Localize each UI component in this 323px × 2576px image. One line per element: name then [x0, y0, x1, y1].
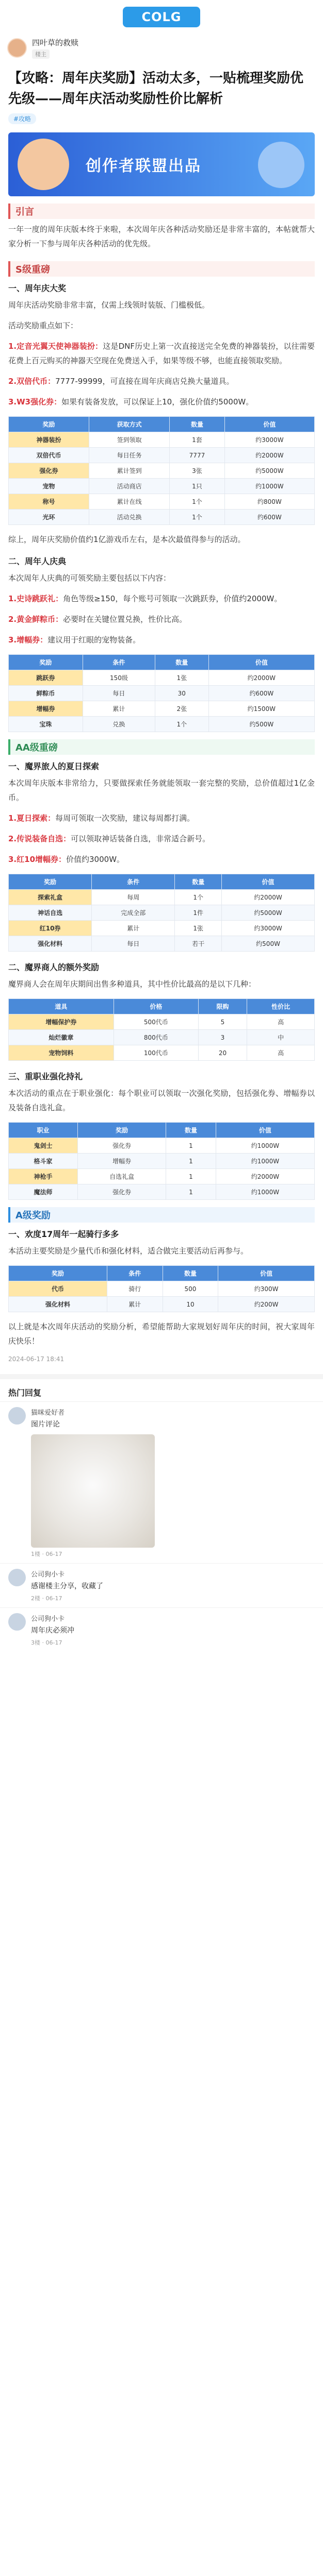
table-cell: 增幅券	[77, 1154, 166, 1169]
table-row	[9, 1045, 315, 1061]
table-row	[9, 448, 315, 463]
table-cell: 约3000W	[224, 432, 314, 448]
table-header-cell: 数量	[166, 1123, 216, 1138]
reward-table-2	[8, 654, 315, 732]
s2-item-a	[0, 588, 323, 609]
table-cell: 约5000W	[224, 463, 314, 479]
app-logo[interactable]: COLG	[123, 7, 200, 27]
table-cell: 称号	[9, 494, 89, 510]
table-cell: 每周	[92, 890, 175, 905]
a1-item-b	[0, 828, 323, 849]
a1-item-b-text: 可以领取神话装备自选，非常适合新号。	[71, 834, 211, 843]
table-cell: 约600W	[208, 686, 314, 701]
table-cell: 强化券	[9, 463, 89, 479]
avatar[interactable]	[8, 1613, 26, 1631]
comment-meta: 2楼 · 06-17	[31, 1595, 62, 1602]
s2-item-c-label: 3.增幅券：	[8, 635, 48, 645]
table-header-cell: 价值	[218, 1266, 315, 1281]
banner-character	[18, 139, 69, 190]
s1-title: 一、周年庆大奖	[8, 283, 67, 293]
table-cell: 神枪手	[9, 1169, 78, 1184]
table-header-cell: 条件	[83, 655, 155, 670]
table-cell: 神器装扮	[9, 432, 89, 448]
table-header-cell: 价格	[114, 999, 198, 1014]
comment-meta: 3楼 · 06-17	[31, 1639, 62, 1646]
table-cell: 1件	[175, 905, 222, 921]
s2-item-b-label: 2.黄金鲜粽币：	[8, 615, 63, 624]
table-row	[9, 936, 315, 952]
table-header-cell: 价值	[224, 417, 314, 432]
a1-item-c-text: 价值约3000W。	[66, 855, 125, 864]
b1-title: 一、欢度17周年一起骑行多多	[8, 1229, 119, 1239]
reward-table-1	[8, 416, 315, 525]
s2-item-a-text: 角色等级≥150，每个账号可领取一次跳跃券，价值约2000W。	[63, 594, 282, 603]
table-cell: 约1000W	[216, 1154, 314, 1169]
table-cell: 累计	[92, 921, 175, 936]
table-cell: 约300W	[218, 1281, 315, 1297]
table-cell: 1	[166, 1169, 216, 1184]
table-cell: 约2000W	[208, 670, 314, 686]
table-cell: 强化材料	[9, 936, 92, 952]
table-cell: 约600W	[224, 510, 314, 525]
section-s-heading: S级重磅	[8, 261, 315, 277]
table-cell: 7777	[170, 448, 225, 463]
table-cell: 约800W	[224, 494, 314, 510]
comment-author[interactable]: 猫咪爱好者	[31, 1409, 65, 1417]
s1-item-b-text: 7777-99999，可直接在周年庆商店兑换大量道具。	[55, 377, 234, 386]
table-row	[9, 510, 315, 525]
table-row	[9, 1169, 315, 1184]
table-cell: 强化券	[77, 1184, 166, 1200]
table-row	[9, 1030, 315, 1045]
comments-heading	[0, 1379, 323, 1401]
table-cell: 累计	[107, 1297, 163, 1312]
table-cell: 1张	[175, 921, 222, 936]
a2-text: 魔界商人会在周年庆期间出售多种道具，其中性价比最高的是以下几种：	[8, 979, 256, 989]
table-cell: 强化券	[77, 1138, 166, 1154]
table-cell: 高	[247, 1045, 315, 1061]
s1-item-a-label: 1.定音光翼天使神器装扮：	[8, 342, 103, 351]
a1-item-a	[0, 808, 323, 828]
a1-item-a-text: 每周可领取一次奖励，建议每周都打满。	[55, 814, 195, 823]
s1-item-b-label: 2.双倍代币：	[8, 377, 56, 386]
a1-item-c-label: 3.红10增幅券：	[8, 855, 67, 864]
table-cell: 若干	[175, 936, 222, 952]
table-header-cell: 道具	[9, 999, 114, 1014]
table-header-cell: 奖励	[9, 874, 92, 890]
table-header-cell: 数量	[155, 655, 208, 670]
table-row	[9, 1154, 315, 1169]
s1-item-a-text: 这是DNF历史上第一次直接送完全免费的神器装扮，以往需要花费上百元购买的神器天空现在免费送入手，如果等级不够，也能直接领取奖励。	[8, 342, 315, 365]
table-cell: 3	[198, 1030, 247, 1045]
table-cell: 3张	[170, 463, 225, 479]
table-row	[9, 1184, 315, 1200]
table-cell: 约3000W	[222, 921, 315, 936]
section-aa-heading: AA级重磅	[8, 739, 315, 755]
table-cell: 中	[247, 1030, 315, 1045]
class-table	[8, 1122, 315, 1200]
table-header-cell: 奖励	[9, 655, 83, 670]
divider	[0, 1374, 323, 1379]
s2-item-b-text: 必要时在关键位置兑换，性价比高。	[63, 615, 187, 624]
table-cell: 宝珠	[9, 717, 83, 732]
table-cell: 增幅保护券	[9, 1014, 114, 1030]
table-row	[9, 717, 315, 732]
table-header-cell: 数量	[175, 874, 222, 890]
s1-item-a	[0, 336, 323, 371]
section-a-heading: A级奖励	[8, 1207, 315, 1223]
table-cell: 20	[198, 1045, 247, 1061]
table-cell: 灿烂徽章	[9, 1030, 114, 1045]
table-cell: 兑换	[83, 717, 155, 732]
s1-item-b	[0, 371, 323, 392]
table-cell: 30	[155, 686, 208, 701]
table-cell: 宠物饲料	[9, 1045, 114, 1061]
table-header-cell: 职业	[9, 1123, 78, 1138]
comment-item[interactable]	[0, 1401, 323, 1563]
table-cell: 每日	[92, 936, 175, 952]
table-cell: 累计	[83, 701, 155, 717]
table-cell: 约2000W	[216, 1169, 314, 1184]
s2-title: 二、周年人庆典	[8, 556, 67, 566]
table-cell: 10	[163, 1297, 218, 1312]
table-cell: 约500W	[222, 936, 315, 952]
a1-item-b-label: 2.传说装备自选：	[8, 834, 71, 843]
s1-text: 周年庆活动奖励非常丰富，仅需上线领时装版、门槛极低。	[8, 300, 210, 310]
table-cell: 2张	[155, 701, 208, 717]
s2-item-c-text: 建议用于红眼的宠物装备。	[47, 635, 141, 645]
table-cell: 500代币	[114, 1014, 198, 1030]
table-cell: 约2000W	[222, 890, 315, 905]
table-cell: 约1000W	[224, 479, 314, 494]
table-row	[9, 686, 315, 701]
table-cell: 约1000W	[216, 1138, 314, 1154]
table-cell: 每日	[83, 686, 155, 701]
banner-decoration	[258, 142, 304, 188]
post-title: 【攻略：周年庆奖励】活动太多，一贴梳理奖励优先级——周年庆活动奖励性价比解析	[8, 71, 304, 107]
table-cell: 1	[166, 1154, 216, 1169]
table-header-cell: 限购	[198, 999, 247, 1014]
s1-item-c	[0, 392, 323, 412]
table-cell: 神话自选	[9, 905, 92, 921]
s2-item-a-label: 1.史诗跳跃礼：	[8, 594, 63, 603]
s2-item-b	[0, 609, 323, 630]
b1-text: 本活动主要奖励是少量代币和强化材料，适合做完主要活动后再参与。	[8, 1246, 249, 1256]
table-header-cell: 数量	[163, 1266, 218, 1281]
table-header-cell: 价值	[208, 655, 314, 670]
table-header-cell: 价值	[216, 1123, 314, 1138]
table-header-cell: 获取方式	[89, 417, 170, 432]
comment-text: 图片评论	[31, 1420, 60, 1429]
section-intro-heading: 引言	[8, 204, 315, 219]
table-row	[9, 1014, 315, 1030]
table-cell: 100代币	[114, 1045, 198, 1061]
table-cell: 代币	[9, 1281, 107, 1297]
table-cell: 高	[247, 1014, 315, 1030]
table-cell: 探索礼盒	[9, 890, 92, 905]
table-cell: 1	[166, 1184, 216, 1200]
comment-text: 感谢楼主分享，收藏了	[31, 1582, 103, 1590]
table-header-cell: 奖励	[9, 1266, 107, 1281]
table-cell: 约5000W	[222, 905, 315, 921]
avatar[interactable]	[8, 1569, 26, 1586]
intro-text: 一年一度的周年庆版本终于来啦，本次周年庆各种活动奖励还是非常丰富的，本帖就帮大家分析一下参与周年庆各种活动的优先级。	[8, 225, 315, 248]
table-cell: 增幅券	[9, 701, 83, 717]
reward-table-6	[8, 1265, 315, 1312]
comment-author[interactable]: 公司狗小卡	[31, 1615, 65, 1623]
table-cell: 活动兑换	[89, 510, 170, 525]
table-cell: 约2000W	[224, 448, 314, 463]
table-cell: 1个	[170, 494, 225, 510]
table-cell: 每日任务	[89, 448, 170, 463]
table-row	[9, 1297, 315, 1312]
table-cell: 魔法师	[9, 1184, 78, 1200]
table-cell: 完成全部	[92, 905, 175, 921]
table-cell: 鲜粽币	[9, 686, 83, 701]
table-header-cell: 数量	[170, 417, 225, 432]
table-cell: 1张	[155, 670, 208, 686]
table-cell: 约1000W	[216, 1184, 314, 1200]
table-cell: 1个	[170, 510, 225, 525]
banner-image	[8, 132, 315, 196]
author-badge: 楼主	[32, 49, 50, 59]
table-row	[9, 479, 315, 494]
table-cell: 骑行	[107, 1281, 163, 1297]
table-row	[9, 494, 315, 510]
table-cell: 格斗家	[9, 1154, 78, 1169]
table-row	[9, 432, 315, 448]
table-cell: 约1500W	[208, 701, 314, 717]
ending-text: 以上就是本次周年庆活动的奖励分析，希望能帮助大家规划好周年庆的时间，祝大家周年庆快乐！	[8, 1322, 315, 1346]
table-cell: 光环	[9, 510, 89, 525]
table-cell: 强化材料	[9, 1297, 107, 1312]
table-header-cell: 条件	[107, 1266, 163, 1281]
s2-item-c	[0, 630, 323, 650]
table-cell: 约500W	[208, 717, 314, 732]
a1-text: 本次周年庆版本非常给力，只要做探索任务就能领取一套完整的奖励，总价值超过1亿金币。	[8, 778, 315, 802]
comment-text: 周年庆必须冲	[31, 1626, 74, 1635]
table-cell: 约200W	[218, 1297, 315, 1312]
table-row	[9, 905, 315, 921]
shop-table	[8, 998, 315, 1061]
table-row	[9, 921, 315, 936]
table-cell: 红10券	[9, 921, 92, 936]
table-row	[9, 1138, 315, 1154]
table-cell: 1个	[175, 890, 222, 905]
comment-item[interactable]	[0, 1563, 323, 1607]
table-row	[9, 463, 315, 479]
table-cell: 跳跃券	[9, 670, 83, 686]
comment-image[interactable]	[31, 1434, 155, 1548]
comment-list	[0, 1401, 323, 1652]
a2-title: 二、魔界商人的额外奖励	[8, 962, 100, 972]
avatar[interactable]	[7, 38, 27, 58]
a1-item-c	[0, 849, 323, 870]
s1-item-c-text: 如果有装备发放，可以保证上10，强化价值约5000W。	[61, 397, 254, 406]
comment-meta: 1楼 · 06-17	[31, 1551, 62, 1557]
comment-author[interactable]: 公司狗小卡	[31, 1571, 65, 1579]
banner-text: 创作者联盟出品	[86, 157, 201, 175]
a1-item-a-label: 1.夏日探索：	[8, 814, 56, 823]
table-cell: 鬼剑士	[9, 1138, 78, 1154]
top-bar	[0, 0, 323, 34]
table-cell: 1个	[155, 717, 208, 732]
s1-item-c-label: 3.W3强化券：	[8, 397, 62, 406]
table-cell: 累计签到	[89, 463, 170, 479]
s1-list: 活动奖励重点如下：	[8, 321, 78, 330]
a1-title: 一、魔界旅人的夏日探索	[8, 761, 100, 771]
table-cell: 5	[198, 1014, 247, 1030]
table-cell: 签到领取	[89, 432, 170, 448]
table-row	[9, 1281, 315, 1297]
table-row	[9, 701, 315, 717]
table-cell: 150级	[83, 670, 155, 686]
table-cell: 1	[166, 1138, 216, 1154]
comment-item[interactable]	[0, 1607, 323, 1652]
table-header-cell: 条件	[92, 874, 175, 890]
table-cell: 双倍代币	[9, 448, 89, 463]
table-cell: 自选礼盒	[77, 1169, 166, 1184]
table-cell: 1只	[170, 479, 225, 494]
s2-text: 本次周年人庆典的可领奖励主要包括以下内容：	[8, 573, 171, 583]
a3-title: 三、重职业强化持礼	[8, 1072, 83, 1081]
author-name[interactable]: 四叶草的救赎	[32, 38, 79, 47]
table-cell: 1套	[170, 432, 225, 448]
post-timestamp: 2024-06-17 18:41	[8, 1355, 64, 1363]
s1-note: 综上，周年庆奖励价值约1亿游戏币左右，是本次最值得参与的活动。	[8, 535, 246, 544]
comments-title: 热门回复	[8, 1388, 42, 1398]
table-header-cell: 奖励	[77, 1123, 166, 1138]
table-cell: 800代币	[114, 1030, 198, 1045]
table-row	[9, 890, 315, 905]
table-row	[9, 670, 315, 686]
table-cell: 宠物	[9, 479, 89, 494]
reward-table-3	[8, 874, 315, 952]
table-header-cell: 奖励	[9, 417, 89, 432]
table-cell: 500	[163, 1281, 218, 1297]
topic-tag[interactable]: #攻略	[8, 113, 36, 124]
a3-text: 本次活动的重点在于职业强化：每个职业可以领取一次强化奖励，包括强化券、增幅券以及装备自选礼盒。	[8, 1089, 315, 1112]
avatar[interactable]	[8, 1407, 26, 1425]
table-cell: 活动商店	[89, 479, 170, 494]
table-cell: 累计在线	[89, 494, 170, 510]
author-row[interactable]	[0, 34, 323, 64]
table-header-cell: 价值	[222, 874, 315, 890]
table-header-cell: 性价比	[247, 999, 315, 1014]
